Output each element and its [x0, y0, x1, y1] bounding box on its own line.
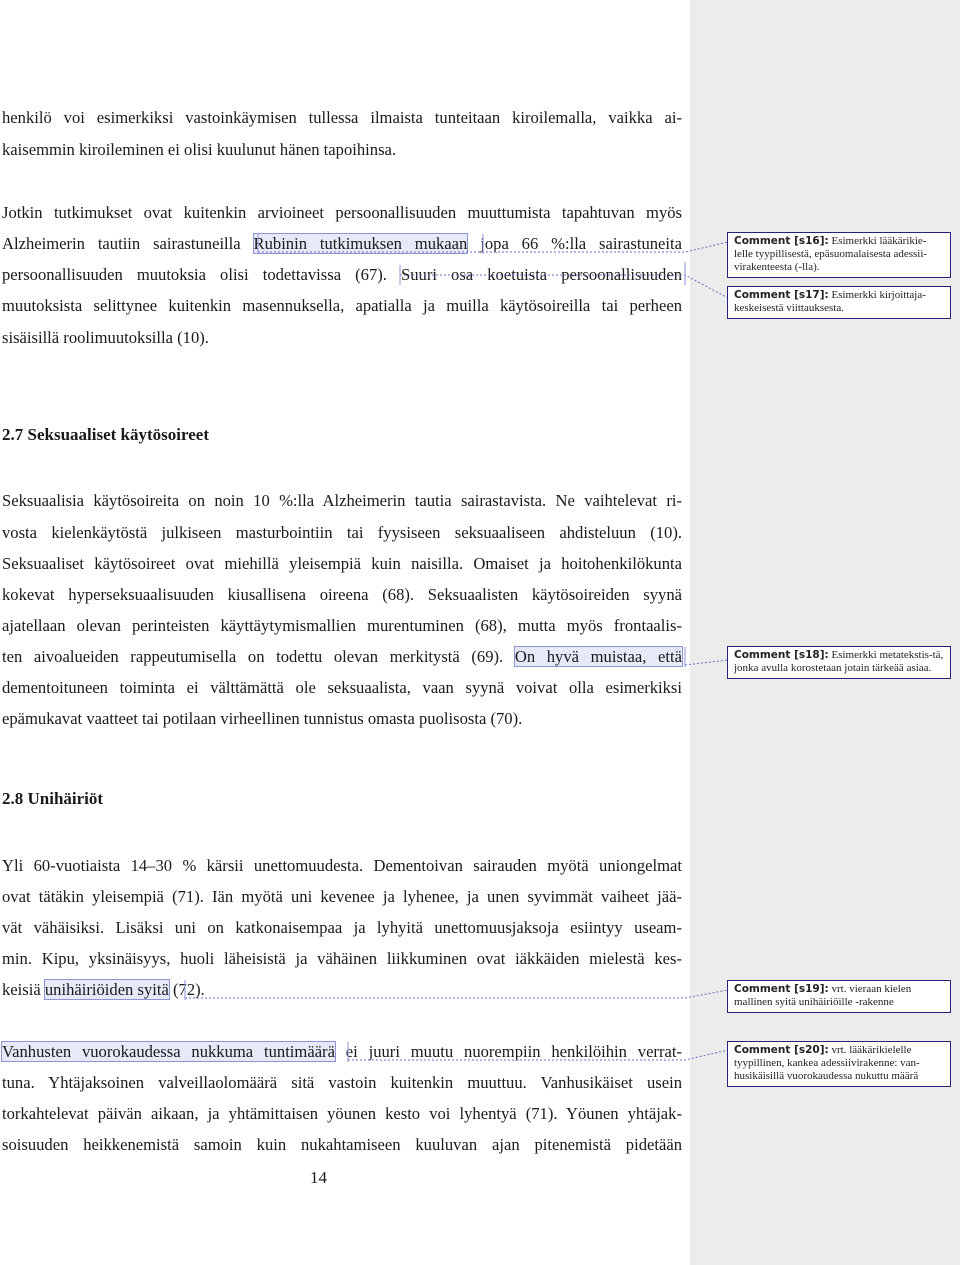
text-line: Seksuaalisia käytösoireita on noin 10 %:lla Alzheimerin tautia sairastavista. Ne vaihtelevat ri-: [2, 491, 682, 510]
comment-id: Comment [s17]:: [734, 289, 829, 301]
text-line: dementoituneen toiminta ei välttämättä ole seksuaalista, vaan syynä voivat olla esimerkiksi: [2, 678, 682, 697]
leader-s17: [400, 275, 728, 298]
leader-s20: [348, 1050, 728, 1060]
text-line: vät vähäisiksi. Lisäksi uni on katkonaisempaa ja lyhyitä unettomuusjaksoja esiintyy useam-: [2, 918, 682, 937]
comment-anchor-highlight[interactable]: Vanhusten vuorokaudessa nukkuma tuntimäärä: [2, 1042, 335, 1061]
text-line: kokevat hyperseksuaalisuuden kiusallisena oireena (68). Seksuaalisten käytösoireiden syynä: [2, 585, 682, 604]
text-line: sisäisillä roolimuutoksilla (10).: [2, 328, 209, 347]
text-line: Jotkin tutkimukset ovat kuitenkin arvioineet persoonallisuuden muuttumista tapahtuvan myös: [2, 203, 682, 222]
text-line: ovat tätäkin yleisempiä (71). Iän myötä uni kevenee ja lyhenee, ja unen syvimmät vaiheet jää-: [2, 887, 682, 906]
comment-s16[interactable]: [727, 232, 951, 278]
comment-anchor-highlight[interactable]: Rubinin tutkimuksen mukaan: [253, 234, 468, 253]
comment-s19[interactable]: [727, 980, 951, 1013]
text-segment: jopa 66 %:lla sairastuneita: [480, 234, 682, 253]
comment-id: Comment [s19]:: [734, 983, 829, 995]
text-segment: keisiä: [2, 980, 41, 999]
comment-id: Comment [s20]:: [734, 1044, 829, 1056]
comment-text: Esimerkki kirjoittaja-keskeisestä viittauksesta.: [734, 289, 926, 314]
comment-id: Comment [s16]:: [734, 235, 829, 247]
comment-text: vrt. lääkärikielelle tyypillinen, kankea adessiivirakenne: van-husikäisillä vuorokaudessa nukuttu määrä: [734, 1044, 920, 1082]
comment-text: Esimerkki lääkärikie-lelle tyypillisestä, epäsuomalaisesta adessii-virakenteesta (-lla).: [734, 235, 928, 273]
comment-s17[interactable]: [727, 286, 951, 319]
comment-text: vrt. vieraan kielen mallinen syitä unihäiriöille -rakenne: [734, 983, 912, 1008]
page-number: 14: [310, 1168, 327, 1187]
text-line: kaisemmin kiroileminen ei olisi kuulunut hänen tapoihinsa.: [2, 140, 397, 159]
text-line: vosta kielenkäytöstä julkiseen masturbointiin tai fyysiseen seksuaaliseen ahdisteluun (10).: [2, 523, 682, 542]
text-line: henkilö voi esimerkiksi vastoinkäymisen tullessa ilmaista tunteitaan kiroilemalla, vaikka ai-: [2, 108, 682, 127]
text-segment: ten aivoalueiden rappeutumisella on todettu olevan merkitystä (69).: [2, 647, 504, 666]
text-line: tuna. Yhtäjaksoinen valveillaolomäärä sitä vastoin kuitenkin muuttuu. Vanhusikäiset usein: [2, 1073, 682, 1092]
leader-s18: [685, 660, 728, 665]
section-heading-2-7: 2.7 Seksuaaliset käytösoireet: [2, 425, 209, 444]
text-line: muutoksista selittynee kuitenkin masennuksella, apatialla ja muilla käytösoireilla tai perheen: [2, 296, 682, 315]
text-segment: (72).: [173, 980, 205, 999]
leader-s19: [185, 990, 728, 998]
text-line: persoonallisuuden muutoksia olisi todettavissa (67). Suuri osa koetuista persoonallisuuden: [2, 265, 682, 284]
text-line: ajatellaan olevan perinteisten käyttäytymismallien murentuminen (68), mutta myös frontaalis-: [2, 616, 682, 635]
text-line: soisuuden heikkenemistä samoin kuin nukahtamiseen kuuluvan ajan pitenemistä pidetään: [2, 1135, 682, 1154]
text-line: epämukavat vaatteet tai potilaan virheellinen tunnistus omasta puolisosta (70).: [2, 709, 523, 728]
text-line: Yli 60-vuotiaista 14–30 % kärsii unettomuudesta. Dementoivan sairauden myötä uniongelmat: [2, 856, 682, 875]
text-line: torkahtelevat päivän aikaan, ja yhtämittaisen yöunen kesto voi lyhentyä (71). Yöunen yhtäjak-: [2, 1104, 682, 1123]
comment-text: Esimerkki metatekstis-tä, jonka avulla korostetaan jotain tärkeää asiaa.: [734, 649, 944, 674]
text-line: Seksuaaliset käytösoireet ovat miehillä yleisempiä kuin naisilla. Omaiset ja hoitohenkilökunta: [2, 554, 682, 573]
comment-anchor-highlight[interactable]: On hyvä muistaa, että: [514, 647, 682, 666]
comment-anchor-highlight[interactable]: unihäiriöiden syitä: [44, 980, 169, 999]
comment-id: Comment [s18]:: [734, 649, 829, 661]
text-line: min. Kipu, yksinäisyys, huoli läheisistä ja vähäinen liikkuminen ovat iäkkäiden mielestä kes-: [2, 949, 682, 968]
section-heading-2-8: 2.8 Unihäiriöt: [2, 789, 104, 808]
comment-s18[interactable]: [727, 646, 951, 679]
text-segment: ei juuri muutu nuorempiin henkilöihin verrat-: [345, 1042, 682, 1061]
text-segment: Alzheimerin tautiin sairastuneilla: [2, 234, 241, 253]
comment-s20[interactable]: [727, 1041, 951, 1087]
leader-s16: [258, 242, 728, 252]
